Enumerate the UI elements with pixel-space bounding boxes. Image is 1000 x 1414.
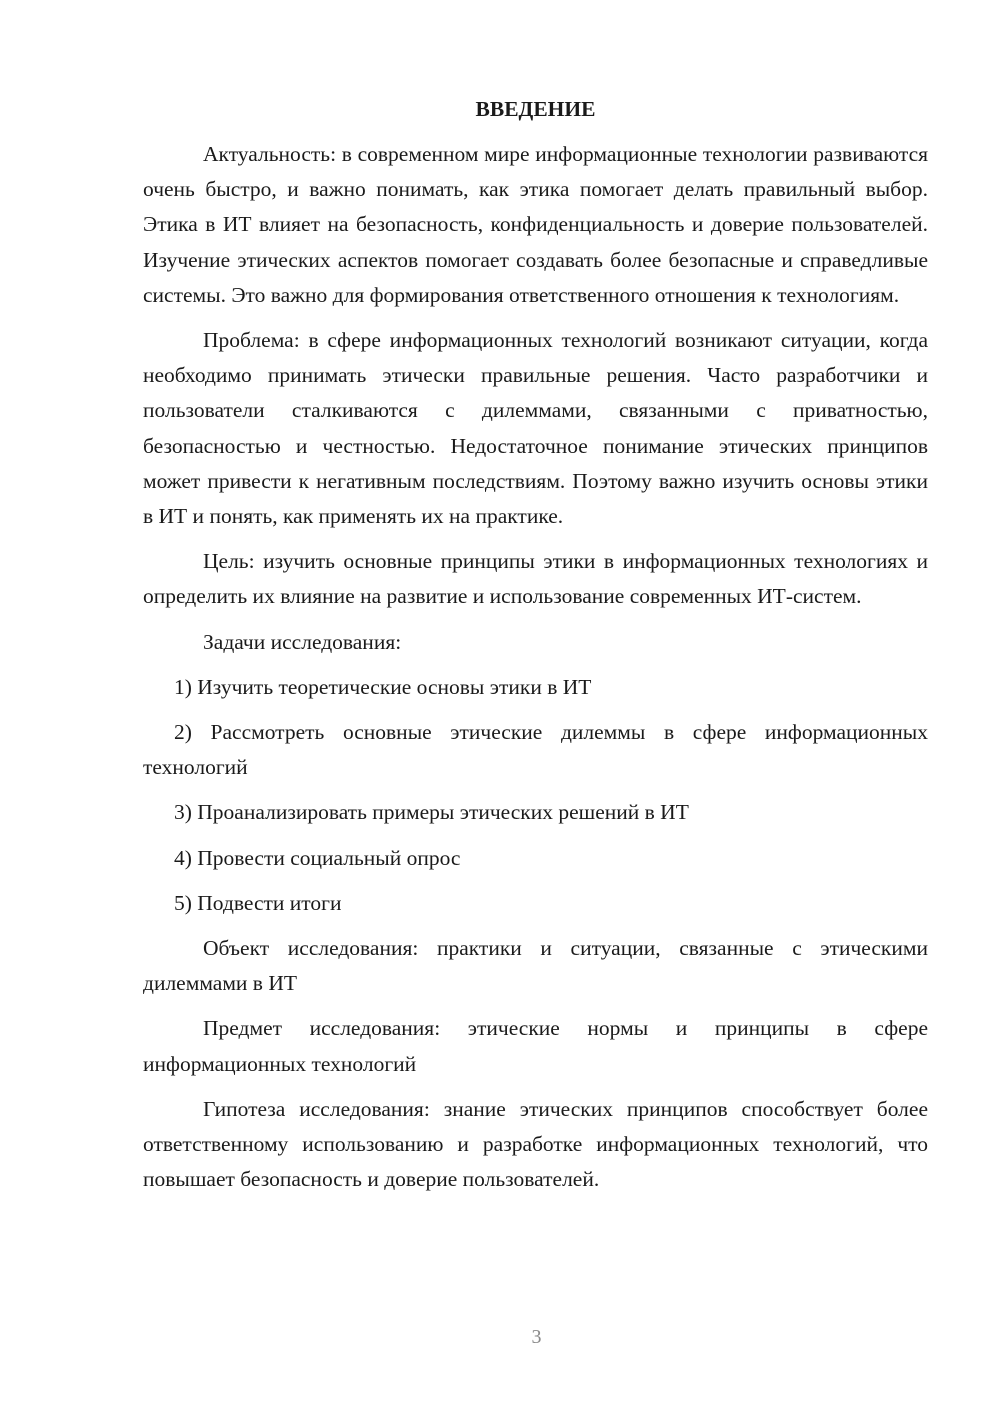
object-paragraph: Объект исследования: практики и ситуации, связанные с этическими дилеммами в ИТ — [143, 936, 928, 996]
document-body — [143, 92, 928, 1207]
relevance-paragraph: Актуальность: в современном мире информационные технологии развиваются очень быстро, и важно понимать, как этика помогает делать правильный выбор. Этика в ИТ влияет на безопасность, конфиденциальность и доверие пользователей. Изучение этических аспектов помогает создавать более безопасные и справедливые системы. Это важно для формирования ответственного отношения к технологиям. — [143, 142, 928, 307]
section-heading: ВВЕДЕНИЕ — [475, 97, 596, 121]
task-item: 2) Рассмотреть основные этические дилеммы в сфере информационных технологий — [143, 720, 928, 780]
task-item: 4) Провести социальный опрос — [174, 845, 461, 870]
task-item: 1) Изучить теоретические основы этики в ИТ — [174, 674, 592, 699]
goal-paragraph: Цель: изучить основные принципы этики в информационных технологиях и определить их влияние на развитие и использование современных ИТ-систем. — [143, 549, 928, 609]
task-item: 3) Проанализировать примеры этических решений в ИТ — [174, 800, 689, 825]
task-item: 5) Подвести итоги — [174, 890, 342, 915]
page-number: 3 — [531, 1326, 542, 1348]
problem-paragraph: Проблема: в сфере информационных технологий возникают ситуации, когда необходимо принимать этически правильные решения. Часто разработчики и пользователи сталкиваются с дилеммами, связанными с приватностью, безопасностью и честностью. Недостаточное понимание этических принципов может привести к негативным последствиям. Поэтому важно изучить основы этики в ИТ и понять, как применять их на практике. — [143, 328, 928, 529]
tasks-list — [143, 670, 928, 921]
tasks-intro: Задачи исследования: — [203, 629, 402, 654]
subject-paragraph: Предмет исследования: этические нормы и принципы в сфере информационных технологий — [143, 1016, 928, 1076]
hypothesis-paragraph: Гипотеза исследования: знание этических принципов способствует более ответственному использованию и разработке информационных технологий, что повышает безопасность и доверие пользователей. — [143, 1096, 928, 1192]
